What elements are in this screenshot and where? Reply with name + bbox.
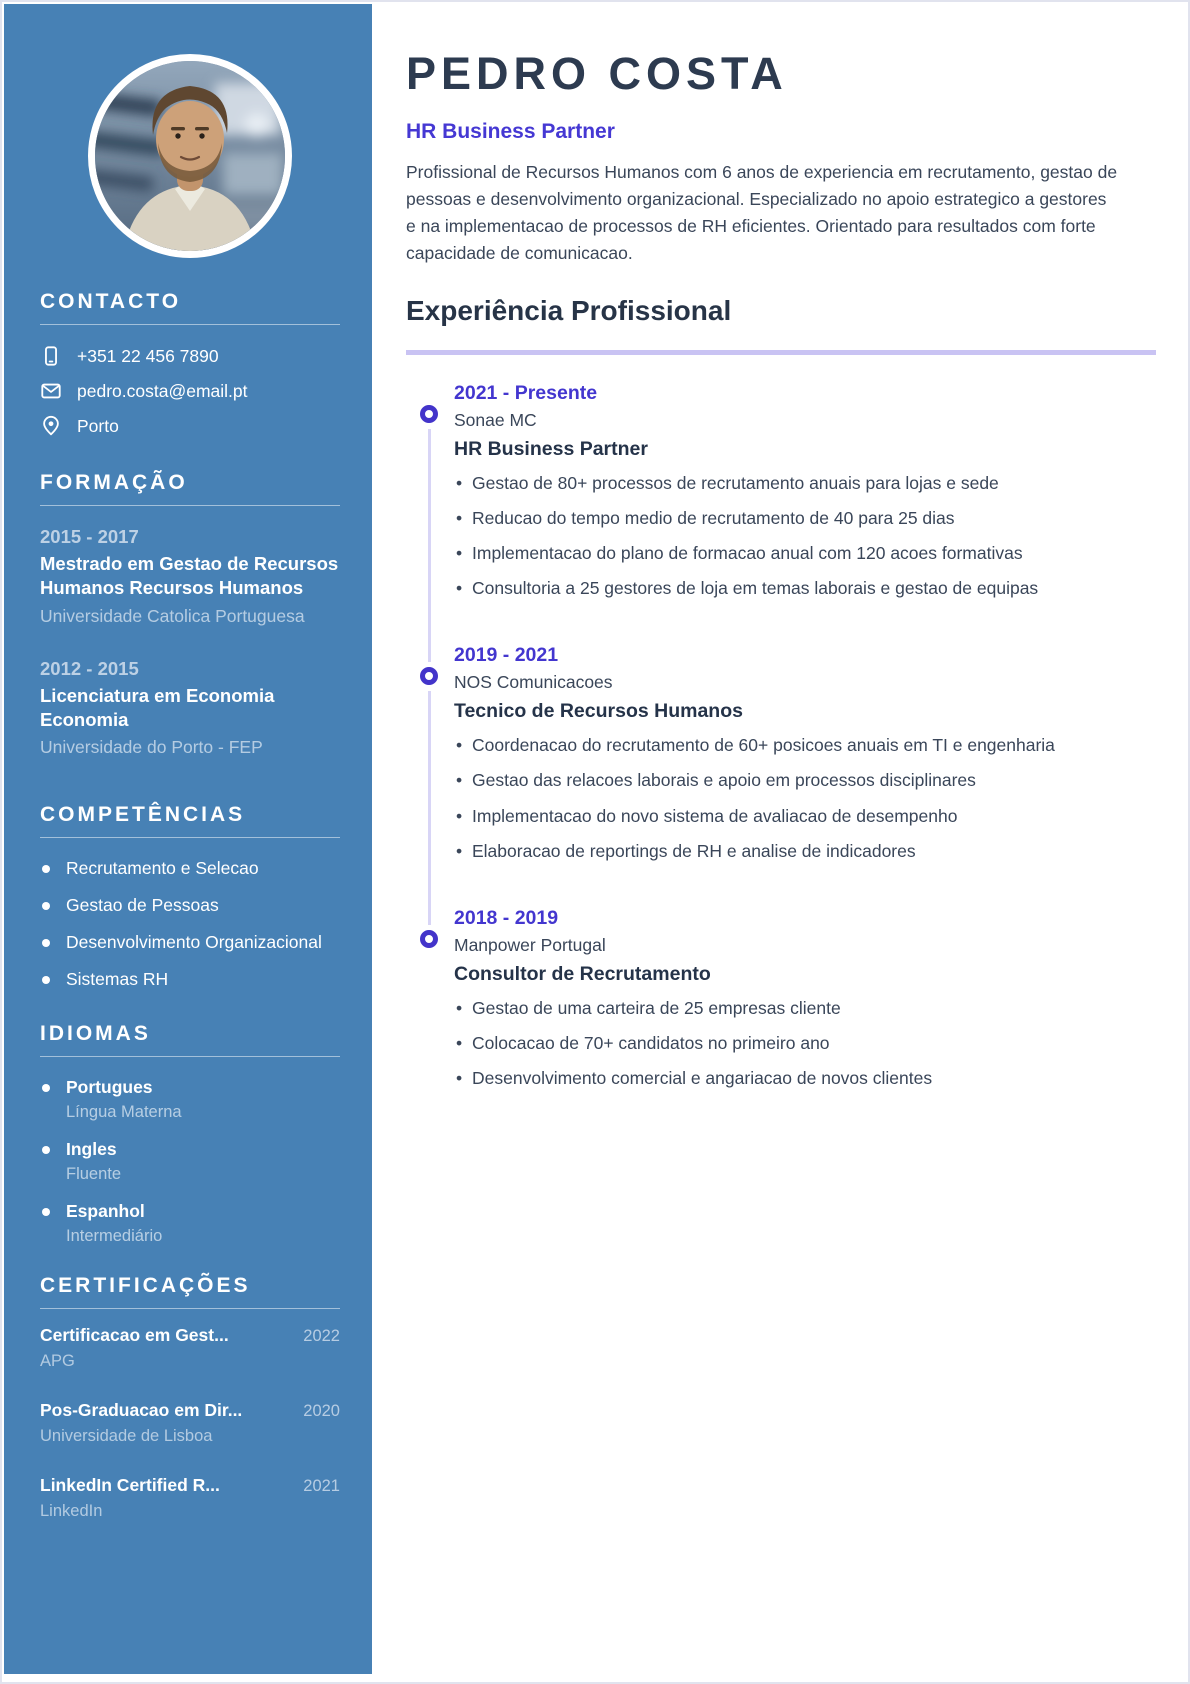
experience-role: Tecnico de Recursos Humanos xyxy=(454,700,743,723)
summary-text: Profissional de Recursos Humanos com 6 anos de experiencia em recrutamento, gestao de pessoas e desenvolvimento organizacional. Especializado no apoio estrategico a gestores e na implementacao de processos de RH eficientes. Orientado para resultados com forte capacidade de comunicacao. xyxy=(406,162,1118,264)
experience-company: NOS Comunicacoes xyxy=(454,672,613,693)
language-level: Fluente xyxy=(66,1165,122,1184)
certification-year: 2020 xyxy=(303,1402,340,1421)
person-name: PEDRO COSTA xyxy=(406,48,788,99)
skills-section xyxy=(40,803,340,990)
job-title: HR Business Partner xyxy=(406,120,615,143)
experience-entry xyxy=(406,382,1156,601)
experience-period: 2021 - Presente xyxy=(454,381,598,404)
main-content xyxy=(406,2,1156,1134)
languages-section xyxy=(40,1022,340,1246)
experience-bullet: • Consultoria a 25 gestores de loja em temas laborais e gestao de equipas xyxy=(454,576,1144,600)
certification-title: Pos-Graduacao em Dir... xyxy=(40,1400,243,1421)
location-icon xyxy=(40,415,62,437)
skill-item: Desenvolvimento Organizacional xyxy=(40,932,340,953)
language-item xyxy=(40,1201,340,1246)
divider xyxy=(40,1308,340,1309)
divider xyxy=(40,505,340,506)
language-level: Língua Materna xyxy=(66,1103,182,1122)
experience-bullet: • Coordenacao do recrutamento de 60+ posicoes anuais em TI e engenharia xyxy=(454,733,1144,757)
experience-role: HR Business Partner xyxy=(454,437,648,460)
experience-period: 2019 - 2021 xyxy=(454,644,559,667)
experience-bullet: • Reducao do tempo medio de recrutamento de 40 para 25 dias xyxy=(454,506,1144,530)
contact-email xyxy=(40,380,340,402)
contact-location-value: Porto xyxy=(77,415,119,436)
experience-entry xyxy=(406,907,1156,1090)
education-school: Universidade Catolica Portuguesa xyxy=(40,605,305,626)
experience-bullet: • Implementacao do plano de formacao anual com 120 acoes formativas xyxy=(454,541,1144,565)
experience-role: Consultor de Recrutamento xyxy=(454,962,711,985)
education-period: 2012 - 2015 xyxy=(40,657,139,679)
education-item xyxy=(40,658,340,760)
languages-heading: IDIOMAS xyxy=(40,1022,151,1046)
skills-heading: COMPETÊNCIAS xyxy=(40,803,246,827)
experience-bullet: • Colocacao de 70+ candidatos no primeiro ano xyxy=(454,1031,1144,1055)
education-period: 2015 - 2017 xyxy=(40,526,139,547)
language-list xyxy=(40,1077,340,1246)
experience-bullets xyxy=(454,996,1144,1090)
experience-bullet: • Elaboracao de reportings de RH e analise de indicadores xyxy=(454,839,1144,863)
contact-location xyxy=(40,415,340,437)
education-degree: Mestrado em Gestao de Recursos Humanos Recursos Humanos xyxy=(40,553,339,599)
profile-photo xyxy=(88,54,292,258)
contact-phone-value: +351 22 456 7890 xyxy=(77,345,219,366)
certifications-section xyxy=(40,1274,340,1521)
certification-item xyxy=(40,1475,340,1521)
experience-entry xyxy=(406,644,1156,863)
skill-item: Sistemas RH xyxy=(40,969,340,990)
sidebar xyxy=(4,4,372,1674)
timeline-marker-icon xyxy=(420,930,438,948)
certification-item xyxy=(40,1400,340,1446)
certification-title: LinkedIn Certified R... xyxy=(40,1475,220,1496)
certifications-heading: CERTIFICAÇÕES xyxy=(40,1274,251,1298)
language-level: Intermediário xyxy=(66,1227,163,1246)
contact-section xyxy=(40,290,340,437)
experience-period: 2018 - 2019 xyxy=(454,906,559,929)
education-school: Universidade do Porto - FEP xyxy=(40,737,263,758)
experience-bullets xyxy=(454,733,1144,863)
experience-company: Manpower Portugal xyxy=(454,934,606,955)
timeline-marker-icon xyxy=(420,667,438,685)
certification-issuer: LinkedIn xyxy=(40,1502,103,1521)
experience-bullet: • Gestao das relacoes laborais e apoio em processos disciplinares xyxy=(454,768,1144,792)
avatar-illustration xyxy=(95,61,285,251)
divider xyxy=(40,1056,340,1057)
skill-item: Recrutamento e Selecao xyxy=(40,858,340,879)
education-item xyxy=(40,526,340,628)
certification-issuer: APG xyxy=(40,1352,75,1371)
certification-year: 2021 xyxy=(303,1477,340,1496)
heading-underline xyxy=(406,350,1156,355)
certification-year: 2022 xyxy=(303,1327,340,1346)
experience-company: Sonae MC xyxy=(454,409,537,430)
certification-issuer: Universidade de Lisboa xyxy=(40,1427,213,1446)
phone-icon xyxy=(40,345,62,367)
education-degree: Licenciatura em Economia Economia xyxy=(40,684,275,730)
language-name: Espanhol xyxy=(40,1201,340,1222)
certification-title: Certificacao em Gest... xyxy=(40,1325,229,1346)
language-item xyxy=(40,1077,340,1122)
divider xyxy=(40,837,340,838)
skill-list xyxy=(40,858,340,990)
experience-bullet: • Desenvolvimento comercial e angariacao de novos clientes xyxy=(454,1066,1144,1090)
language-item xyxy=(40,1139,340,1184)
language-name: Portugues xyxy=(40,1077,340,1098)
mail-icon xyxy=(40,380,62,402)
contact-heading: CONTACTO xyxy=(40,290,182,313)
contact-phone xyxy=(40,345,340,367)
experience-bullet: • Gestao de uma carteira de 25 empresas cliente xyxy=(454,996,1144,1020)
skill-item: Gestao de Pessoas xyxy=(40,895,340,916)
language-name: Ingles xyxy=(40,1139,340,1160)
experience-bullets xyxy=(454,471,1144,601)
education-heading: FORMAÇÃO xyxy=(40,471,188,494)
contact-email-value: pedro.costa@email.pt xyxy=(77,380,248,401)
certification-item xyxy=(40,1325,340,1371)
experience-bullet: • Gestao de 80+ processos de recrutamento anuais para lojas e sede xyxy=(454,471,1144,495)
education-section xyxy=(40,471,340,759)
divider xyxy=(40,324,340,325)
experience-heading: Experiência Profissional xyxy=(406,294,732,326)
timeline-marker-icon xyxy=(420,405,438,423)
experience-bullet: • Implementacao do novo sistema de avaliacao de desempenho xyxy=(454,804,1144,828)
experience-timeline xyxy=(406,382,1156,1091)
